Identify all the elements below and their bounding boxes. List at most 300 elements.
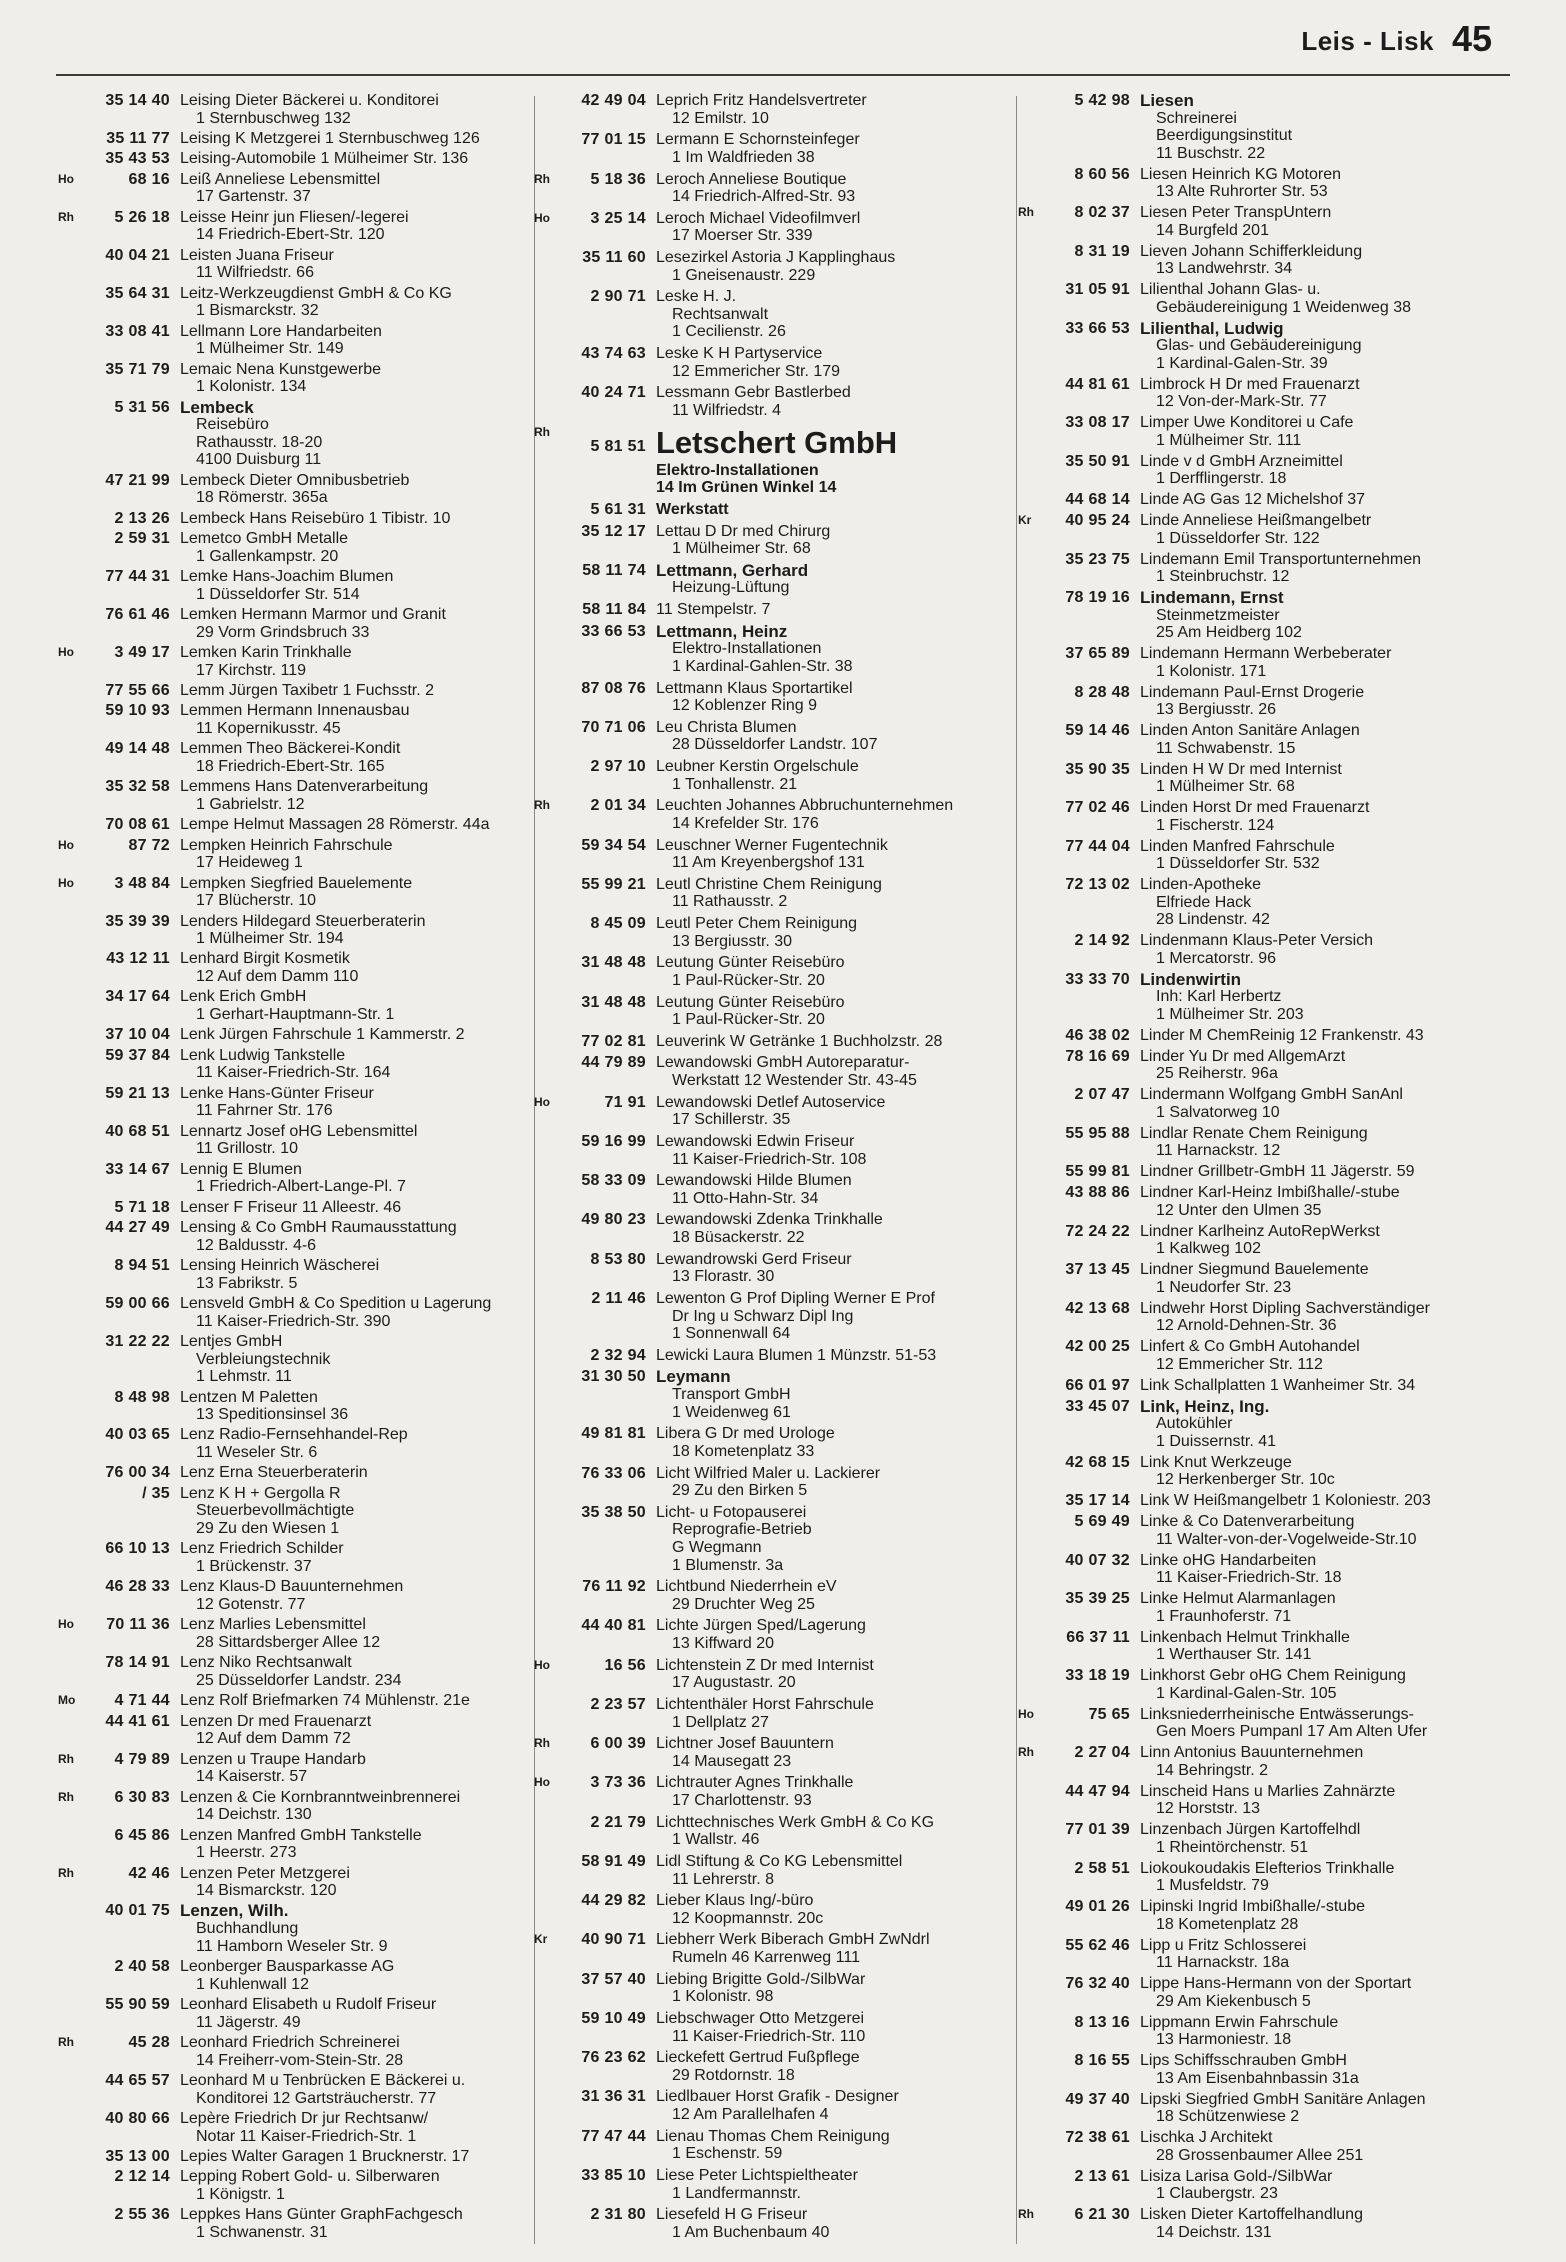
entry-name: Lenzen & Cie Kornbranntweinbrennerei [180, 1788, 461, 1806]
entry-name: Lisiza Larisa Gold-/SilbWar [1140, 2167, 1333, 2185]
directory-entry [58, 247, 546, 282]
directory-entry [58, 209, 546, 244]
entry-name: Lemken Hermann Marmor und Granit [180, 605, 446, 623]
entry-detail: 1 Sternbuschweg 132 [196, 109, 351, 127]
entry-text [1140, 838, 1506, 873]
phone-number: 55 90 59 [105, 1996, 170, 2013]
directory-entry [1018, 1086, 1506, 1121]
entry-detail: Buchhandlung [196, 1920, 299, 1938]
directory-entry [1018, 1048, 1506, 1083]
entry-name: Lepies Walter Garagen 1 Brucknerstr. 17 [180, 2147, 470, 2165]
entry-text [180, 1199, 546, 1217]
entry-name: Lichtner Josef Bauuntern [656, 1735, 834, 1753]
directory-entry [58, 1047, 546, 1082]
entry-name: Leroch Michael Videofilmverl [656, 209, 861, 227]
phone-number: 59 34 54 [581, 836, 646, 854]
entry-name: Lewandrowski Gerd Friseur [656, 1250, 852, 1268]
entry-name: Linder Yu Dr med AllgemArzt [1140, 1047, 1346, 1065]
entry-text [656, 424, 1022, 497]
directory-entry [58, 1865, 546, 1900]
entry-name: Lichttechnisches Werk GmbH & Co KG [656, 1813, 935, 1831]
entry-text [656, 1347, 1022, 1365]
directory-entry [534, 1211, 1022, 1246]
entry-name: Limper Uwe Konditorei u Cafe [1140, 414, 1354, 432]
entry-text [180, 1958, 546, 1993]
entry-detail: 13 Florastr. 30 [672, 1268, 775, 1286]
directory-entry [1018, 1338, 1506, 1373]
directory-entry [534, 623, 1022, 676]
entry-text [1140, 1163, 1506, 1181]
phone-number: 77 01 39 [1065, 1821, 1130, 1839]
phone-number: 76 33 06 [581, 1464, 646, 1482]
entry-text [180, 2034, 546, 2069]
entry-detail: 17 Heideweg 1 [196, 854, 303, 872]
entry-name: Leonhard Friedrich Schreinerei [180, 2033, 400, 2051]
entry-name: Liebing Brigitte Gold-/SilbWar [656, 1970, 866, 1988]
entry-detail: 11 Otto-Hahn-Str. 34 [672, 1189, 819, 1207]
entry-text [656, 1735, 1022, 1770]
phone-number: 35 13 00 [105, 2147, 170, 2165]
phone-number: 31 36 31 [581, 2088, 646, 2106]
entry-text [180, 682, 546, 700]
directory-entry [1018, 838, 1506, 873]
directory-entry [1018, 1454, 1506, 1489]
phone-number: 40 04 21 [105, 246, 170, 264]
directory-entry [58, 1827, 546, 1862]
entry-name: Linde AG Gas 12 Michelshof 37 [1140, 491, 1366, 509]
phone-number: 8 28 48 [1074, 683, 1130, 701]
phone-number: 35 14 40 [105, 92, 170, 109]
entry-detail: 1 Eschenstr. 59 [672, 2145, 783, 2163]
page-number: 45 [1451, 18, 1492, 59]
entry-name: Linden Anton Sanitäre Anlagen [1140, 722, 1360, 740]
phone-number: 55 95 88 [1065, 1124, 1130, 1142]
entry-text [1140, 1027, 1506, 1045]
entry-detail: Steuerbevollmächtigte [196, 1502, 355, 1520]
entry-text [180, 1996, 546, 2031]
entry-name: Lewandowski Zdenka Trinkhalle [656, 1211, 883, 1229]
directory-entry [58, 472, 546, 507]
phone-number: 76 61 46 [105, 605, 170, 623]
entry-text [180, 1464, 546, 1482]
district-prefix: Ho [534, 210, 550, 225]
entry-name: Lieckefett Gertrud Fußpflege [656, 2049, 860, 2067]
entry-name: Lindemann Paul-Ernst Drogerie [1140, 683, 1365, 701]
directory-entry [534, 1251, 1022, 1286]
entry-detail: 1 Gallenkampstr. 20 [196, 547, 339, 565]
phone-number: 3 25 14 [590, 209, 646, 227]
phone-number: 42 00 25 [1065, 1338, 1130, 1356]
phone-number: 35 43 53 [105, 150, 170, 168]
entry-detail: 29 Druchter Weg 25 [672, 1595, 815, 1613]
directory-entry [534, 1578, 1022, 1613]
entry-name: Lemmens Hans Datenverarbeitung [180, 778, 429, 796]
directory-entry [534, 2049, 1022, 2084]
entry-text [656, 623, 1022, 676]
entry-detail: 12 Horststr. 13 [1156, 1800, 1261, 1818]
phone-number: 2 27 04 [1074, 1744, 1130, 1762]
directory-entry [1018, 1513, 1506, 1548]
entry-detail: 11 Lehrerstr. 8 [672, 1870, 774, 1888]
directory-entry [58, 171, 546, 206]
directory-entry [58, 1161, 546, 1196]
phone-number: 44 47 94 [1065, 1782, 1130, 1800]
phone-number: 49 01 26 [1065, 1898, 1130, 1916]
entry-text [656, 2088, 1022, 2123]
entry-text [656, 2010, 1022, 2045]
phone-number: 70 08 61 [105, 816, 170, 834]
directory-entry [534, 1133, 1022, 1168]
entry-text [1140, 2129, 1506, 2164]
entry-name: Leising Dieter Bäckerei u. Konditorei [180, 92, 439, 109]
entry-name: Lembeck [180, 397, 254, 417]
entry-name: Lewandowski Detlef Autoservice [656, 1093, 886, 1111]
directory-entry [534, 1774, 1022, 1809]
phone-number: 2 13 26 [114, 509, 170, 527]
phone-number: 31 30 50 [581, 1368, 646, 1386]
directory-entry [1018, 971, 1506, 1024]
entry-name: Lembeck Hans Reisebüro 1 Tibistr. 10 [180, 509, 451, 527]
entry-name: Lettmann, Gerhard [656, 560, 809, 580]
entry-name: Lensveld GmbH & Co Spedition u Lagerung [180, 1294, 492, 1312]
entry-text [1140, 589, 1506, 642]
entry-text [1140, 1898, 1506, 1933]
district-prefix: Ho [534, 1094, 550, 1109]
directory-entry [1018, 414, 1506, 449]
entry-text [656, 1504, 1022, 1574]
entry-detail: Elektro-Installationen [672, 640, 822, 658]
entry-text [1140, 512, 1506, 547]
phone-number: 2 97 10 [590, 758, 646, 775]
entry-name: Lenz Klaus-D Bauunternehmen [180, 1578, 404, 1596]
directory-entry [1018, 2091, 1506, 2126]
phone-number: 33 08 41 [105, 322, 170, 340]
entry-detail: 11 Schwabenstr. 15 [1156, 739, 1296, 757]
entry-text [180, 1161, 546, 1196]
entry-text [1140, 92, 1506, 162]
phone-number: 35 71 79 [105, 360, 170, 378]
phone-number: 6 30 83 [114, 1788, 170, 1806]
entry-detail: Elektro-Installationen [656, 461, 819, 479]
phone-number: 16 56 [604, 1656, 646, 1674]
entry-text [656, 2049, 1022, 2084]
entry-text [1140, 320, 1506, 373]
entry-name: Linden Horst Dr med Frauenarzt [1140, 799, 1370, 817]
directory-entry [58, 2034, 546, 2069]
directory-entry [534, 1617, 1022, 1652]
entry-text [180, 323, 546, 358]
entry-detail: 1 Kuhlenwall 12 [196, 1975, 309, 1993]
phone-number: 72 24 22 [1065, 1222, 1130, 1240]
entry-text [656, 345, 1022, 380]
entry-text [180, 530, 546, 565]
phone-number: 47 21 99 [105, 471, 170, 489]
directory-entry [58, 740, 546, 775]
directory-entry [1018, 166, 1506, 201]
directory-entry [1018, 1300, 1506, 1335]
directory-entry [58, 778, 546, 813]
directory-entry [58, 1789, 546, 1824]
entry-detail: 14 Mausegatt 23 [672, 1752, 792, 1770]
directory-entry [58, 2206, 546, 2241]
entry-detail: 1 Musfeldstr. 79 [1156, 1877, 1269, 1895]
directory-entry [534, 1892, 1022, 1927]
entry-detail: 12 Baldusstr. 4-6 [196, 1236, 317, 1254]
entry-name: Linkhorst Gebr oHG Chem Reinigung [1140, 1667, 1406, 1685]
district-prefix: Ho [58, 644, 74, 659]
directory-entry [58, 1426, 546, 1461]
entry-text [1140, 2168, 1506, 2203]
directory-entry [58, 1540, 546, 1575]
entry-name: Limbrock H Dr med Frauenarzt [1140, 375, 1360, 393]
entry-name: Lensing Heinrich Wäscherei [180, 1257, 380, 1274]
entry-detail: 1 Brückenstr. 37 [196, 1557, 312, 1575]
header-title-text: Leis - Lisk [1301, 26, 1434, 56]
directory-entry [58, 568, 546, 603]
district-prefix: Rh [58, 1789, 74, 1804]
entry-text [656, 1814, 1022, 1849]
entry-text [656, 954, 1022, 989]
entry-detail: 1 Königstr. 1 [196, 2185, 285, 2203]
entry-detail: 25 Düsseldorfer Landstr. 234 [196, 1671, 402, 1689]
phone-number: 44 65 57 [105, 2071, 170, 2089]
entry-detail: 14 Krefelder Str. 176 [672, 814, 819, 832]
phone-number: 5 61 31 [590, 500, 646, 518]
entry-text [656, 680, 1022, 715]
directory-entry [1018, 204, 1506, 239]
entry-text [656, 1657, 1022, 1692]
entry-name: Lempken Siegfried Bauelemente [180, 874, 413, 892]
directory-entry [534, 680, 1022, 715]
entry-name: Lindner Karl-Heinz Imbißhalle/-stube [1140, 1184, 1400, 1202]
entry-text [180, 1902, 546, 1955]
phone-number: 8 45 09 [590, 915, 646, 932]
entry-detail: 14 Burgfeld 201 [1156, 221, 1269, 239]
directory-entry [58, 875, 546, 910]
directory-entry [58, 1616, 546, 1651]
entry-name: Leisse Heinr jun Fliesen/-legerei [180, 208, 409, 226]
entry-name: Leutung Günter Reisebüro [656, 993, 845, 1011]
entry-detail: 1 Paul-Rücker-Str. 20 [672, 971, 825, 989]
entry-detail: 11 Buschstr. 22 [1156, 144, 1266, 162]
phone-number: 2 11 46 [591, 1289, 646, 1307]
phone-number: 6 21 30 [1074, 2206, 1130, 2224]
directory-entry [58, 1958, 546, 1993]
directory-entry [58, 1219, 546, 1254]
entry-name: Linder M ChemReinig 12 Frankenstr. 43 [1140, 1026, 1424, 1044]
entry-name: Licht- u Fotopauserei [656, 1503, 807, 1521]
district-prefix: Kr [1018, 513, 1032, 528]
directory-entry [534, 1054, 1022, 1089]
entry-text [656, 131, 1022, 166]
entry-name: Lermann E Schornsteinfeger [656, 131, 860, 149]
entry-text [656, 1290, 1022, 1343]
entry-name: Leroch Anneliese Boutique [656, 170, 847, 188]
directory-entry [534, 719, 1022, 754]
entry-text [656, 562, 1022, 597]
directory-entry [58, 1257, 546, 1292]
entry-name: Lensing & Co GmbH Raumausstattung [180, 1219, 457, 1237]
directory-entry [534, 1971, 1022, 2006]
entry-name: Lindenwirtin [1140, 969, 1242, 989]
directory-entry [1018, 589, 1506, 642]
entry-detail: 13 Bergiusstr. 26 [1156, 701, 1277, 719]
entry-detail: 14 Deichstr. 131 [1156, 2223, 1272, 2241]
entry-text [656, 837, 1022, 872]
entry-detail: 12 Am Parallelhafen 4 [672, 2106, 829, 2124]
entry-detail: 11 Kaiser-Friedrich-Str. 110 [672, 2027, 866, 2045]
entry-name: Linzenbach Jürgen Kartoffelhdl [1140, 1821, 1361, 1839]
entry-name: Lichtenthäler Horst Fahrschule [656, 1695, 874, 1713]
phone-number: 77 01 15 [581, 131, 646, 149]
entry-text [180, 1485, 546, 1538]
phone-number: 77 02 46 [1065, 799, 1130, 817]
entry-detail: Notar 11 Kaiser-Friedrich-Str. 1 [196, 2127, 417, 2145]
entry-text [180, 1865, 546, 1900]
directory-entry [534, 1814, 1022, 1849]
directory-entry [534, 876, 1022, 911]
entry-name: Lipski Siegfried GmbH Sanitäre Anlagen [1140, 2090, 1426, 2108]
entry-detail: Inh: Karl Herbertz [1156, 988, 1282, 1006]
phone-number: 35 23 75 [1065, 550, 1130, 568]
entry-name: Leonberger Bausparkasse AG [180, 1958, 395, 1976]
directory-entry [534, 2167, 1022, 2202]
listing-column-2 [534, 92, 1022, 2241]
entry-text [656, 2206, 1022, 2241]
directory-entry [1018, 1125, 1506, 1160]
entry-detail: 29 Vorm Grindsbruch 33 [196, 623, 370, 641]
phone-number: 59 10 49 [581, 2009, 646, 2027]
phone-number: 5 18 36 [590, 170, 646, 188]
phone-number: 72 38 61 [1065, 2129, 1130, 2147]
entry-text [1140, 971, 1506, 1024]
phone-number: 40 03 65 [105, 1426, 170, 1444]
entry-detail: 12 Emmericher Str. 179 [672, 362, 841, 380]
directory-entry [58, 323, 546, 358]
entry-text [656, 288, 1022, 341]
entry-detail: 1 Duissernstr. 41 [1156, 1432, 1277, 1450]
entry-detail: Autokühler [1156, 1415, 1233, 1433]
entry-detail: 1 Düsseldorfer Str. 532 [1156, 855, 1320, 873]
entry-text [656, 1696, 1022, 1731]
phone-number: 49 14 48 [105, 740, 170, 758]
entry-name: Lettmann, Heinz [656, 621, 788, 641]
entry-text [656, 384, 1022, 419]
entry-name: Lippmann Erwin Fahrschule [1140, 2013, 1339, 2031]
directory-entry [58, 1464, 546, 1482]
phone-number: 59 00 66 [105, 1294, 170, 1312]
directory-entry [534, 2010, 1022, 2045]
entry-detail: 12 Koblenzer Ring 9 [672, 697, 817, 715]
entry-detail: 12 Unter den Ulmen 35 [1156, 1201, 1322, 1219]
entry-detail: 1 Am Buchenbaum 40 [672, 2223, 830, 2241]
phone-number: 42 68 15 [1065, 1453, 1130, 1471]
entry-text [180, 1123, 546, 1158]
directory-entry [534, 210, 1022, 245]
district-prefix: Rh [1018, 1745, 1034, 1760]
entry-detail: 11 Am Kreyenbergshof 131 [672, 854, 865, 872]
entry-name: Leutl Christine Chem Reinigung [656, 875, 882, 893]
phone-number: 2 07 47 [1074, 1086, 1130, 1104]
entry-name: Leymann [656, 1367, 731, 1387]
entry-detail: 1 Gneisenaustr. 229 [672, 266, 816, 284]
entry-detail: 18 Büsackerstr. 22 [672, 1229, 805, 1246]
entry-detail: 17 Blücherstr. 10 [196, 892, 317, 910]
entry-name: Lipp u Fritz Schlosserei [1140, 1936, 1307, 1954]
entry-text [1140, 1048, 1506, 1083]
district-prefix: Rh [1018, 205, 1034, 220]
entry-detail: 1 Salvatorweg 10 [1156, 1103, 1280, 1121]
entry-text [180, 472, 546, 507]
entry-text [656, 1425, 1022, 1460]
entry-text [656, 501, 1022, 519]
phone-number: 2 13 61 [1074, 2167, 1130, 2185]
entry-name: Lichte Jürgen Sped/Lagerung [656, 1617, 866, 1635]
directory-entry [1018, 722, 1506, 757]
entry-name: Lindemann Hermann Werbeberater [1140, 645, 1392, 663]
entry-text [1140, 932, 1506, 967]
entry-detail: 1 Mülheimer Str. 111 [1156, 431, 1302, 449]
directory-entry [1018, 645, 1506, 680]
entry-detail: Heizung-Lüftung [672, 579, 790, 597]
directory-entry [1018, 512, 1506, 547]
directory-entry [1018, 1937, 1506, 1972]
entry-name: Lipinski Ingrid Imbißhalle/-stube [1140, 1898, 1365, 1916]
phone-number: 71 91 [604, 1093, 646, 1111]
phone-number: 33 08 17 [1065, 414, 1130, 432]
phone-number: 55 99 81 [1065, 1163, 1130, 1181]
entry-detail: 14 Friedrich-Ebert-Str. 120 [196, 226, 385, 244]
directory-entry [58, 399, 546, 469]
entry-name: Licht Wilfried Maler u. Lackierer [656, 1464, 881, 1482]
phone-number: 31 48 48 [581, 954, 646, 972]
entry-detail: Schreinerei [1156, 109, 1237, 127]
phone-number: 58 91 49 [581, 1852, 646, 1870]
entry-detail: 13 Landwehrstr. 34 [1156, 260, 1293, 278]
entry-detail: 1 Düsseldorfer Str. 122 [1156, 529, 1320, 547]
entry-name: Lessmann Gebr Bastlerbed [656, 384, 851, 402]
entry-text [656, 1033, 1022, 1051]
entry-detail: 1 Landfermannstr. [672, 2184, 801, 2202]
phone-number: / 35 [142, 1484, 170, 1502]
entry-detail: 14 Im Grünen Winkel 14 [656, 479, 837, 497]
entry-text [1140, 2091, 1506, 2126]
phone-number: 70 71 06 [581, 718, 646, 736]
directory-entry [58, 530, 546, 565]
entry-detail: Verbleiungstechnik [196, 1350, 331, 1368]
directory-entry [58, 2148, 546, 2166]
entry-detail: 1 Kolonistr. 171 [1156, 662, 1267, 680]
directory-entry [58, 1199, 546, 1217]
entry-text [656, 1211, 1022, 1246]
entry-text [1140, 1513, 1506, 1548]
phone-number: 8 16 55 [1074, 2052, 1130, 2070]
entry-text [1140, 1706, 1506, 1741]
entry-text [180, 1389, 546, 1424]
entry-detail: 1 Mülheimer Str. 68 [1156, 778, 1295, 796]
entry-text [180, 1333, 546, 1386]
entry-text [180, 150, 546, 168]
directory-entry [534, 562, 1022, 597]
phone-number: 43 88 86 [1065, 1184, 1130, 1202]
entry-detail: 1 Weidenweg 61 [672, 1403, 791, 1421]
entry-detail: 11 Kaiser-Friedrich-Str. 18 [1156, 1569, 1342, 1587]
directory-entry [534, 288, 1022, 341]
entry-detail: 28 Düsseldorfer Landstr. 107 [672, 736, 878, 754]
directory-entry [58, 702, 546, 737]
entry-text [656, 1971, 1022, 2006]
directory-entry [58, 644, 546, 679]
